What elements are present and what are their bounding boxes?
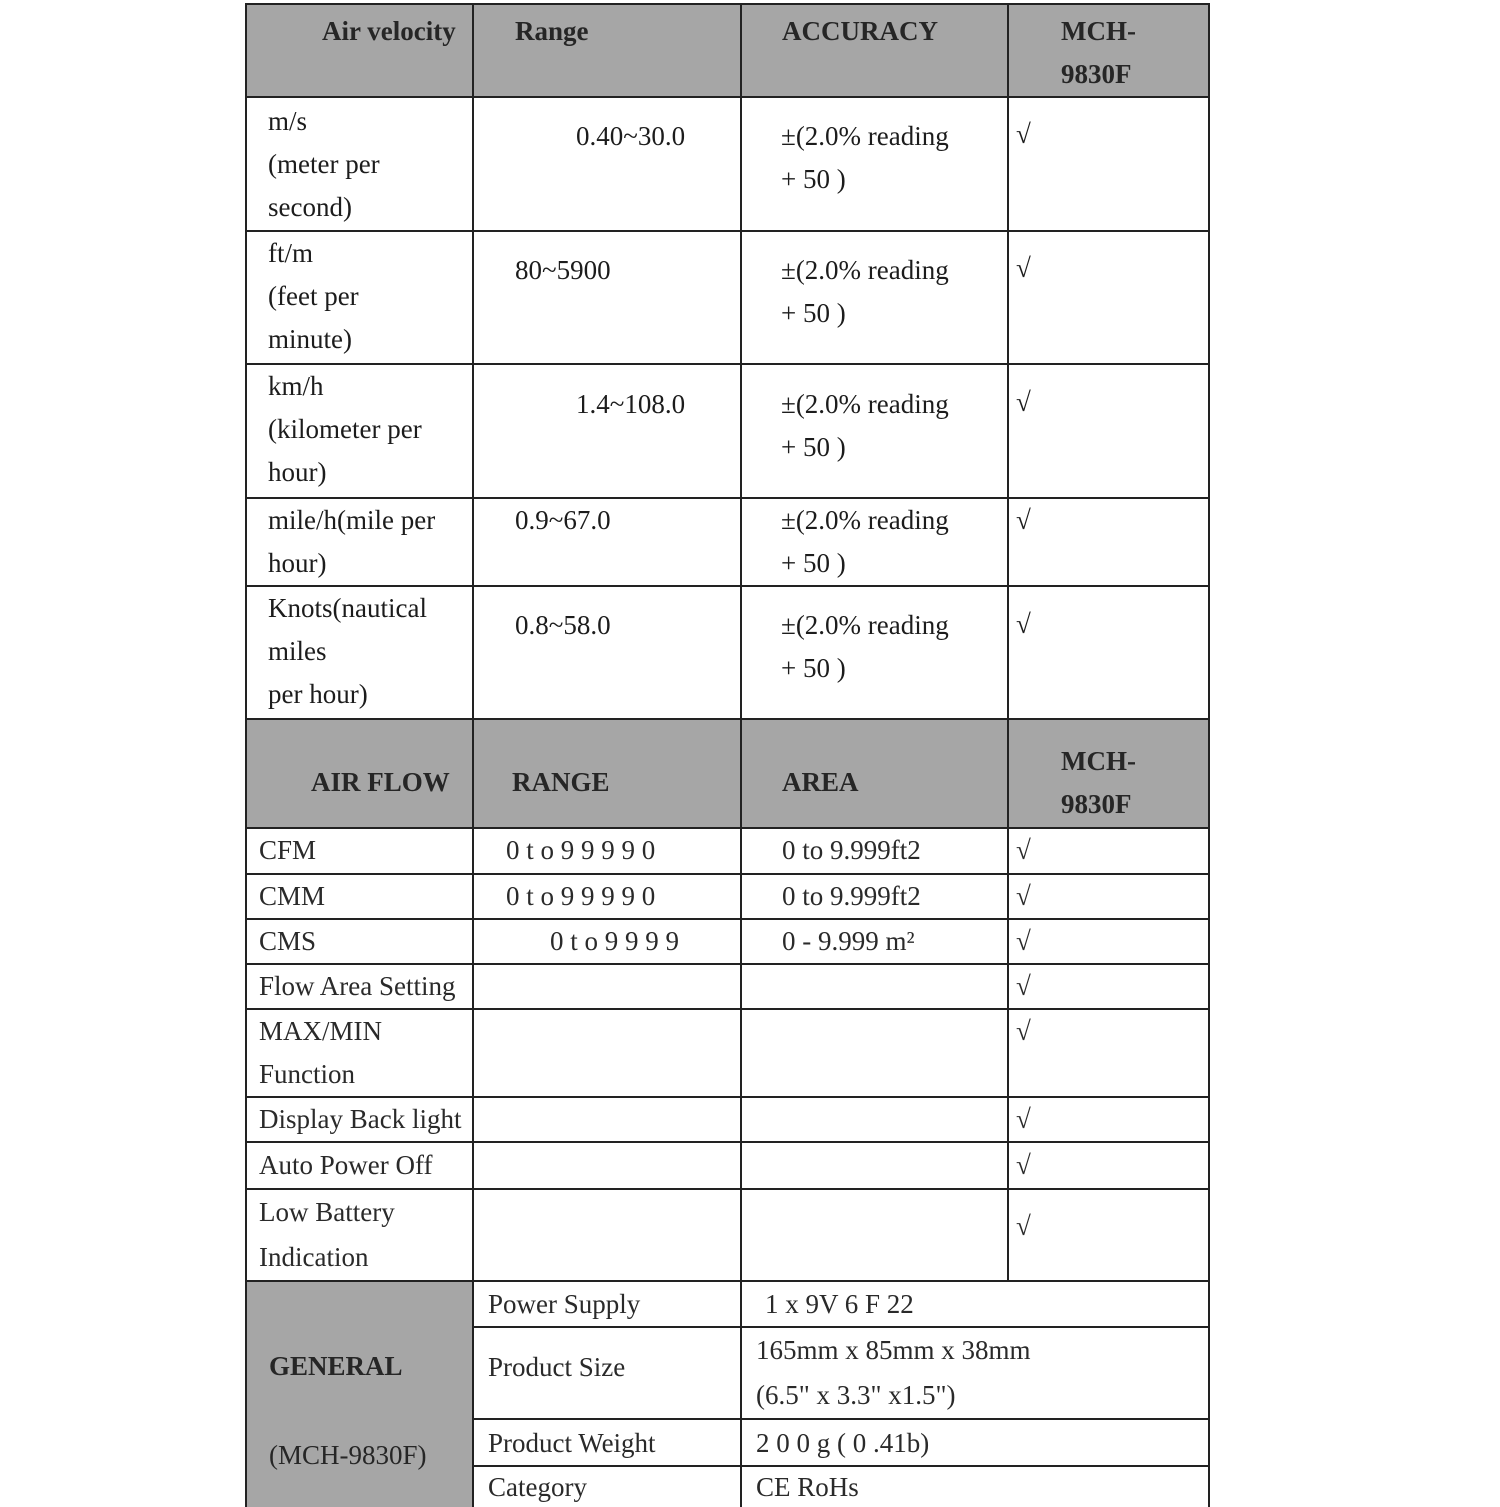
- support-check: √: [1008, 586, 1209, 719]
- support-check: √: [1008, 231, 1209, 364]
- support-check: √: [1008, 1009, 1209, 1097]
- function-name: MAX/MIN Function: [246, 1009, 473, 1097]
- general-label: Product Size: [473, 1327, 741, 1419]
- velocity-accuracy: ±(2.0% reading + 50 ): [741, 498, 1008, 586]
- airflow-range: 0 t o 9 9 9 9 0: [473, 874, 741, 919]
- general-value: 1 x 9V 6 F 22: [741, 1281, 1209, 1327]
- velocity-range: 80~5900: [473, 231, 741, 364]
- support-check: √: [1008, 919, 1209, 964]
- empty-cell: [741, 964, 1008, 1009]
- support-check: √: [1008, 964, 1209, 1009]
- empty-cell: [741, 1189, 1008, 1281]
- velocity-unit: Knots(nautical miles per hour): [246, 586, 473, 719]
- velocity-range: 1.4~108.0: [473, 364, 741, 498]
- function-row-auto-power-off: [246, 1142, 1209, 1189]
- header-air-velocity: Air velocity: [246, 4, 473, 97]
- function-row-display-back-light: [246, 1097, 1209, 1142]
- support-check: √: [1008, 1189, 1209, 1281]
- velocity-unit: mile/h(mile per hour): [246, 498, 473, 586]
- empty-cell: [473, 1097, 741, 1142]
- velocity-unit: m/s (meter per second): [246, 97, 473, 231]
- header-accuracy: ACCURACY: [741, 4, 1008, 97]
- airflow-row-cfm: [246, 828, 1209, 874]
- velocity-header-row: [246, 4, 1209, 97]
- support-check: √: [1008, 498, 1209, 586]
- function-row-low-battery: [246, 1189, 1209, 1281]
- header-area: AREA: [741, 719, 1008, 828]
- general-section-label: [246, 1281, 473, 1507]
- airflow-area: 0 to 9.999ft2: [741, 874, 1008, 919]
- empty-cell: [741, 1009, 1008, 1097]
- velocity-row-ftm: [246, 231, 1209, 364]
- function-row-flow-area-setting: [246, 964, 1209, 1009]
- velocity-unit: km/h (kilometer per hour): [246, 364, 473, 498]
- support-check: √: [1008, 364, 1209, 498]
- function-name: Display Back light: [246, 1097, 473, 1142]
- airflow-range: 0 t o 9 9 9 9: [473, 919, 741, 964]
- support-check: √: [1008, 1097, 1209, 1142]
- general-model: (MCH-9830F): [269, 1440, 427, 1470]
- function-name: Flow Area Setting: [246, 964, 473, 1009]
- velocity-range: 0.8~58.0: [473, 586, 741, 719]
- velocity-row-knots: [246, 586, 1209, 719]
- airflow-unit: CFM: [246, 828, 473, 874]
- general-value: 165mm x 85mm x 38mm (6.5" x 3.3" x1.5"): [741, 1327, 1209, 1419]
- header-model: MCH- 9830F: [1008, 4, 1209, 97]
- empty-cell: [473, 964, 741, 1009]
- general-label: Category: [473, 1466, 741, 1507]
- airflow-area: 0 - 9.999 m²: [741, 919, 1008, 964]
- airflow-row-cms: [246, 919, 1209, 964]
- airflow-area: 0 to 9.999ft2: [741, 828, 1008, 874]
- general-value: CE RoHs: [741, 1466, 1209, 1507]
- velocity-row-ms: [246, 97, 1209, 231]
- velocity-accuracy: ±(2.0% reading + 50 ): [741, 586, 1008, 719]
- general-label: Product Weight: [473, 1419, 741, 1466]
- general-value: 2 0 0 g ( 0 .41b): [741, 1419, 1209, 1466]
- function-name: Low Battery Indication: [246, 1189, 473, 1281]
- header-model: MCH- 9830F: [1008, 719, 1209, 828]
- empty-cell: [473, 1009, 741, 1097]
- empty-cell: [473, 1142, 741, 1189]
- velocity-row-mph: [246, 498, 1209, 586]
- velocity-unit: ft/m (feet per minute): [246, 231, 473, 364]
- support-check: √: [1008, 874, 1209, 919]
- header-air-flow: AIR FLOW: [246, 719, 473, 828]
- empty-cell: [473, 1189, 741, 1281]
- support-check: √: [1008, 1142, 1209, 1189]
- airflow-range: 0 t o 9 9 9 9 0: [473, 828, 741, 874]
- velocity-range: 0.9~67.0: [473, 498, 741, 586]
- airflow-unit: CMM: [246, 874, 473, 919]
- velocity-accuracy: ±(2.0% reading + 50 ): [741, 364, 1008, 498]
- empty-cell: [741, 1097, 1008, 1142]
- general-label: Power Supply: [473, 1281, 741, 1327]
- airflow-unit: CMS: [246, 919, 473, 964]
- airflow-row-cmm: [246, 874, 1209, 919]
- header-range: RANGE: [473, 719, 741, 828]
- function-row-max-min: [246, 1009, 1209, 1097]
- function-name: Auto Power Off: [246, 1142, 473, 1189]
- specification-table: [245, 3, 1210, 1507]
- empty-cell: [741, 1142, 1008, 1189]
- velocity-row-kmh: [246, 364, 1209, 498]
- velocity-accuracy: ±(2.0% reading + 50 ): [741, 231, 1008, 364]
- support-check: √: [1008, 97, 1209, 231]
- header-range: Range: [473, 4, 741, 97]
- general-row-power-supply: [246, 1281, 1209, 1327]
- velocity-accuracy: ±(2.0% reading + 50 ): [741, 97, 1008, 231]
- airflow-header-row: [246, 719, 1209, 828]
- support-check: √: [1008, 828, 1209, 874]
- velocity-range: 0.40~30.0: [473, 97, 741, 231]
- general-title: GENERAL: [269, 1351, 403, 1381]
